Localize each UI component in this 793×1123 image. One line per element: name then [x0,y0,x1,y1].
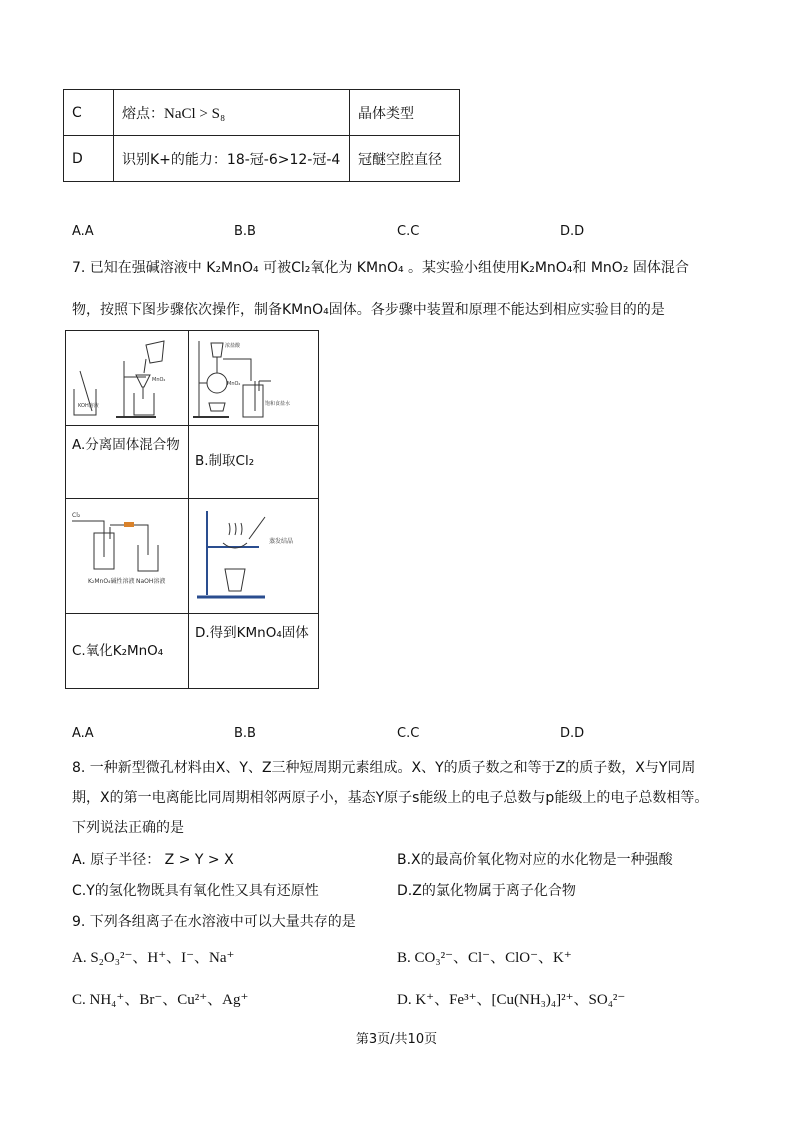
evaporation-label: 蒸发结晶 [269,538,294,545]
filtration-diagram [66,331,186,423]
cell-a-label: A.分离固体混合物 [66,426,189,499]
option-b[interactable]: B.B [234,726,256,741]
apparatus-a-image [66,331,189,426]
row-content: 识别K+的能力：18-冠-6>12-冠-4 [114,136,350,182]
q6-options-table [63,89,460,182]
apparatus-grid [65,330,319,689]
q9-option-a[interactable]: A. S₂O₃²⁻、H⁺、I⁻、Na⁺ [72,950,235,966]
apparatus-b-image [189,331,318,426]
row-content: 熔点：NaCl > S₈ [114,90,350,136]
row-formula: NaCl > S₈ [164,105,226,122]
q7-stem-line1: 7. 已知在强碱溶液中 K₂MnO₄ 可被Cl₂氧化为 KMnO₄ 。某实验小组使用K₂MnO₄和 MnO₂ 固体混合 [72,260,689,276]
oxidation-diagram [66,499,186,611]
option-c[interactable]: C.C [397,726,420,741]
row-label: D [64,136,114,182]
acid-label: 浓盐酸 [225,343,241,349]
chlorine-generator-diagram [189,331,315,423]
cell-b-label: B.制取Cl₂ [189,426,318,499]
option-a[interactable]: A.A [72,224,94,239]
mno2-label: MnO₂ [227,381,241,387]
naoh-label: NaOH溶液 [136,578,166,585]
cell-d-label: D.得到KMnO₄固体 [195,625,309,641]
q9-stem: 9. 下列各组离子在水溶液中可以大量共存的是 [72,914,356,930]
option-a[interactable]: A.A [72,726,94,741]
cell-c-label: C.氧化K₂MnO₄ [66,614,189,688]
row-aspect: 冠醚空腔直径 [350,136,460,182]
q8-stem-line3: 下列说法正确的是 [72,820,184,836]
apparatus-c-image [66,499,189,614]
table-row [64,90,460,136]
q9-option-d[interactable]: D. K⁺、Fe³⁺、[Cu(NH₃)₄]²⁺、SO₄²⁻ [397,992,626,1008]
evaporation-diagram [189,499,315,611]
option-d[interactable]: D.D [560,726,585,741]
table-row [64,136,460,182]
brine-label: 饱和食盐水 [265,401,291,407]
apparatus-d-image [189,499,318,614]
page-number: 第3页/共10页 [355,1032,438,1047]
q9-option-c[interactable]: C. NH₄⁺、Br⁻、Cu²⁺、Ag⁺ [72,992,249,1008]
option-b[interactable]: B.B [234,224,256,239]
q8-option-a[interactable]: A. 原子半径： Z > Y > X [72,852,234,868]
row-aspect: 晶体类型 [350,90,460,136]
option-d[interactable]: D.D [560,224,585,239]
q8-stem-line1: 8. 一种新型微孔材料由X、Y、Z三种短周期元素组成。X、Y的质子数之和等于Z的质子数，X与Y同周 [72,760,696,776]
q9-option-b[interactable]: B. CO₃²⁻、Cl⁻、ClO⁻、K⁺ [397,950,572,966]
row-label: C [64,90,114,136]
mno2-label: MnO₂ [152,377,166,383]
q8-stem-line2: 期，X的第一电离能比同周期相邻两原子小，基态Y原子s能级上的电子总数与p能级上的电子总数相等。 [72,790,709,806]
k2mno4-label: K₂MnO₄碱性溶液 [88,578,135,585]
q8-option-b[interactable]: B.X的最高价氧化物对应的水化物是一种强酸 [397,852,673,868]
cl2-label: Cl₂ [72,512,81,519]
koh-label: KOH溶液 [78,403,99,409]
q7-stem-line2: 物，按照下图步骤依次操作，制备KMnO₄固体。各步骤中装置和原理不能达到相应实验目的的是 [72,302,665,318]
q8-option-d[interactable]: D.Z的氯化物属于离子化合物 [397,883,576,899]
option-c[interactable]: C.C [397,224,420,239]
q8-option-c[interactable]: C.Y的氢化物既具有氧化性又具有还原性 [72,883,319,899]
